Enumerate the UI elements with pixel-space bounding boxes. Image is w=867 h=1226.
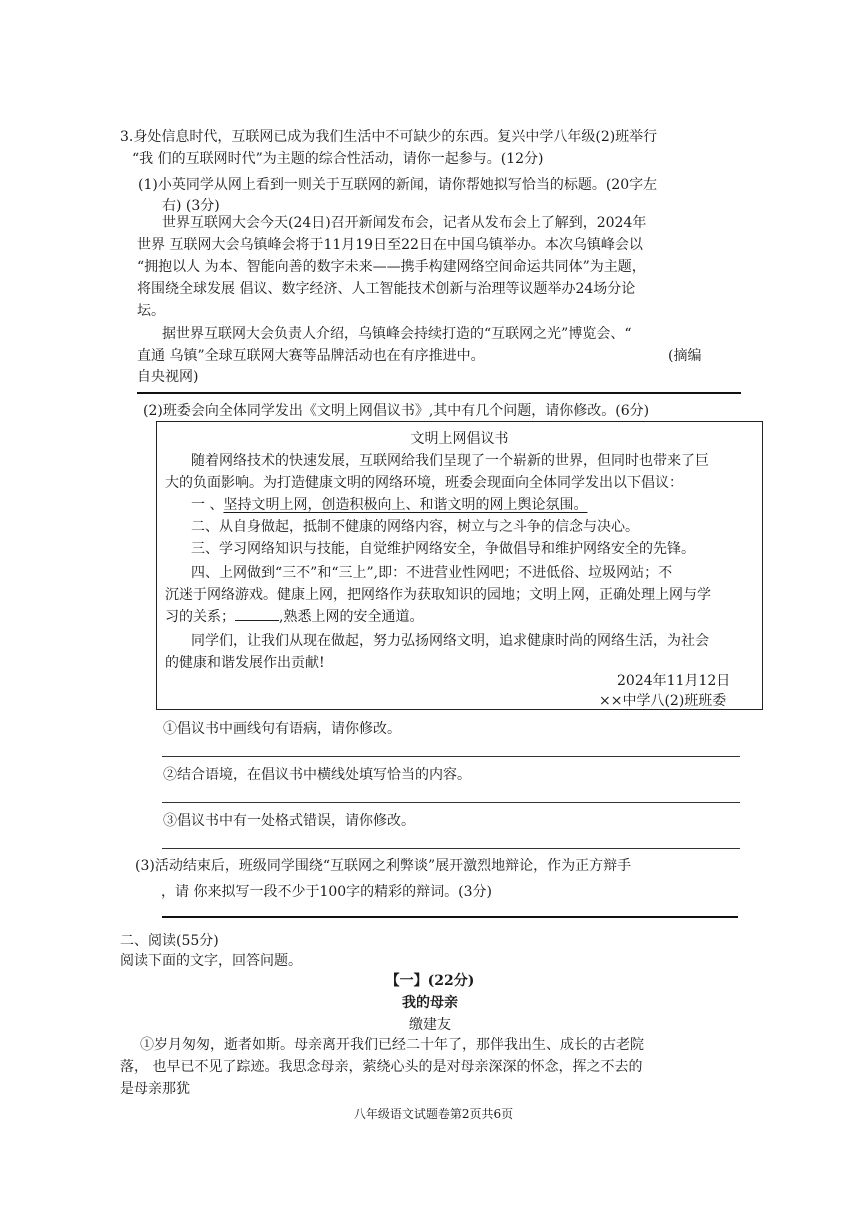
letter-item4-line3-b: ,熟悉上网的安全通道。 <box>279 609 424 625</box>
letter-closing-line2: 的健康和谐发展作出贡献! <box>165 655 325 671</box>
letter-item4-line3 <box>165 606 423 628</box>
news-para1-line5: 坛。 <box>137 303 165 319</box>
news-para1-line4: 将围绕全球发展 倡议、数字经济、人工智能技术创新与治理等议题举办24场分论 <box>137 281 636 297</box>
essay-para1-line1: ①岁月匆匆，逝者如斯。母亲离开我们已经二十年了，那伴我出生、成长的古老院 <box>140 1037 644 1053</box>
sub2-question-a: ①倡议书中画线句有语病，请你修改。 <box>163 721 401 737</box>
section2-instruction: 阅读下面的文字，回答问题。 <box>120 953 302 969</box>
news-para1-line2: 世界 互联网大会乌镇峰会将于11月19日至22日在中国乌镇举办。本次乌镇峰会以 <box>137 237 643 253</box>
letter-item3: 三、学习网络知识与技能，自觉维护网络安全，争做倡导和维护网络安全的先锋。 <box>191 541 695 557</box>
sub3-prompt-line1: (3)活动结束后，班级同学围绕“互联网之利弊谈”展开激烈地辩论，作为正方辩手 <box>135 858 632 874</box>
part-label: 【一】(22分) <box>385 973 475 989</box>
letter-item4-line2: 沉迷于网络游戏。健康上网，把网络作为获取知识的园地；文明上网，正确处理上网与学 <box>165 587 711 603</box>
sub3-prompt-line2: ，请 你来拟写一段不少于100字的精彩的辩词。(3分) <box>161 884 493 900</box>
letter-closing-line1: 同学们，让我们从现在做起，努力弘扬网络文明，追求健康时尚的网络生活，为社会 <box>191 633 709 649</box>
letter-item1-prefix: 一 、 <box>191 497 224 513</box>
essay-para1-line2: 落， 也早已不见了踪迹。我思念母亲，萦绕心头的是对母亲深深的怀念，挥之不去的 <box>120 1059 643 1075</box>
essay-para1-line3: 是母亲那犹 <box>120 1081 190 1097</box>
sub2-question-c: ③倡议书中有一处格式错误，请你修改。 <box>163 813 415 829</box>
sub3-answer-line[interactable] <box>162 916 738 918</box>
letter-intro-line1: 随着网络技术的快速发展，互联网给我们呈现了一个崭新的世界，但同时也带来了巨 <box>191 453 709 469</box>
news-para2-line1: 据世界互联网大会负责人介绍，乌镇峰会持续打造的“互联网之光”博览会、“ <box>162 326 632 342</box>
essay-title: 我的母亲 <box>402 995 458 1011</box>
letter-item4-line1: 四、上网做到“三不”和“三上”,即：不进营业性网吧；不进低俗、垃圾网站；不 <box>191 565 673 581</box>
fill-in-blank[interactable] <box>235 606 279 621</box>
news-para1-line1: 世界互联网大会今天(24日)召开新闻发布会，记者从发布会上了解到，2024年 <box>162 215 647 231</box>
sub1-prompt-line2: 右) (3分) <box>162 198 220 214</box>
letter-item4-line3-a: 习的关系； <box>165 609 235 625</box>
sub2-question-b: ②结合语境，在倡议书中横线处填写恰当的内容。 <box>163 767 471 783</box>
letter-title: 文明上网倡议书 <box>410 431 509 447</box>
q3-stem-line1: 3.身处信息时代，互联网已成为我们生活中不可缺少的东西。复兴中学八年级(2)班举行 <box>120 129 658 145</box>
letter-intro-line2: 大的负面影响。为打造健康文明的网络环境，班委会现面向全体同学发出以下倡议： <box>165 475 683 491</box>
sub1-prompt-line1: (1)小英同学从网上看到一则关于互联网的新闻，请你帮她拟写恰当的标题。(20字左 <box>138 177 658 193</box>
news-para1-line3: “拥抱以人 为本、智能向善的数字未来——携手构建网络空间命运共同体”为主题， <box>137 259 646 275</box>
letter-signature: ××中学八(2)班班委 <box>599 693 727 709</box>
page-footer: 八年级语文试题卷第2页共6页 <box>353 1107 514 1121</box>
answer-line-b[interactable] <box>162 802 740 803</box>
letter-item1-underlined-sentence: 坚持文明上网，创造积极向上、和谐文明的网上舆论氛围。 <box>223 497 588 513</box>
sub2-prompt: (2)班委会向全体同学发出《文明上网倡议书》,其中有几个问题，请你修改。(6分) <box>143 403 650 419</box>
letter-item2: 二、从自身做起，抵制不健康的网络内容，树立与之斗争的信念与决心。 <box>191 519 639 535</box>
news-para2-line2: 直通 乌镇”全球互联网大赛等品牌活动也在有序推进中。 <box>137 348 485 364</box>
letter-date: 2024年11月12日 <box>617 673 731 689</box>
news-source-b: 自央视网) <box>137 369 199 385</box>
letter-item1 <box>191 494 587 516</box>
answer-line-a[interactable] <box>162 756 740 757</box>
proposal-letter-box <box>156 421 763 710</box>
sub1-answer-line[interactable] <box>137 392 741 394</box>
answer-line-c[interactable] <box>162 848 740 849</box>
essay-author: 缴建友 <box>409 1017 451 1033</box>
section2-heading: 二、阅读(55分) <box>120 933 219 949</box>
q3-stem-line2: “我 们的互联网时代”为主题的综合性活动，请你一起参与。(12分) <box>132 151 544 167</box>
news-source-a: (摘编 <box>668 348 702 364</box>
